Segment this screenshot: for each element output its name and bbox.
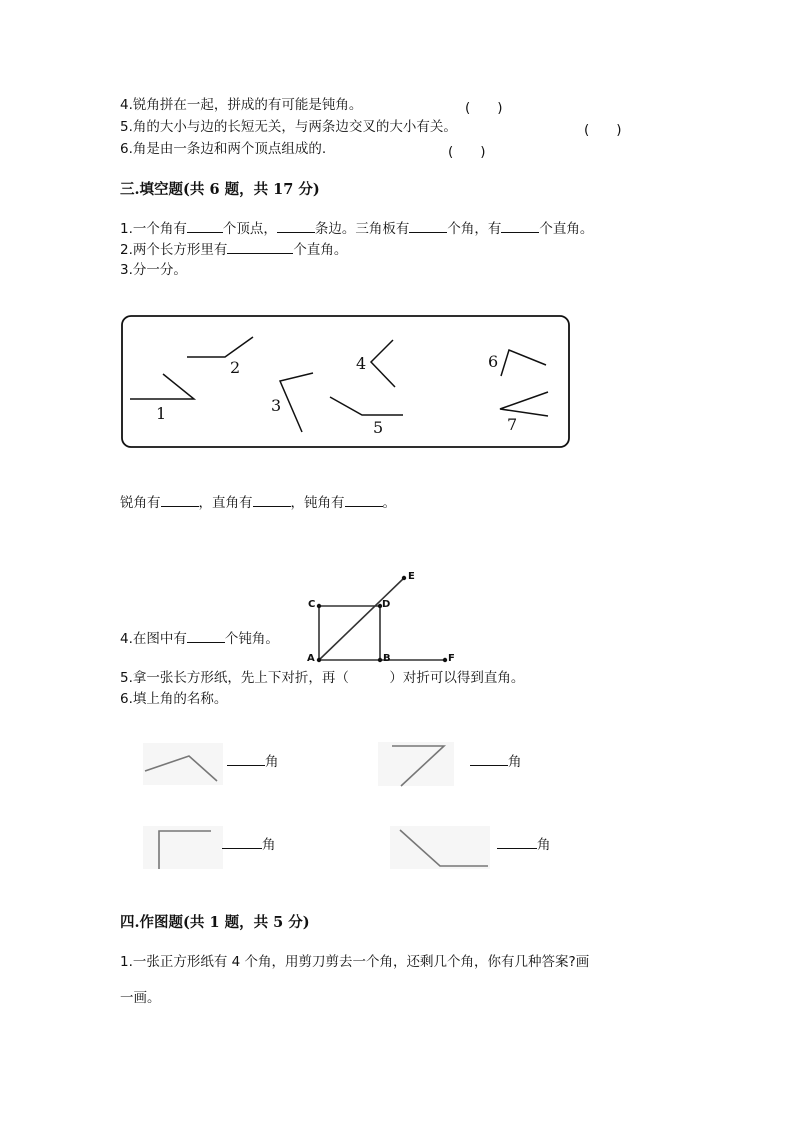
q1-prefix: 1.一个角有 xyxy=(120,221,187,237)
fill-question-3: 3.分一分。 xyxy=(120,262,187,278)
angle-label-6: 6 xyxy=(488,352,499,371)
q2-suffix: 个直角。 xyxy=(293,242,348,258)
answer-paren-4[interactable]: ( ) xyxy=(465,100,503,116)
fill-question-4 xyxy=(120,629,279,648)
point-a xyxy=(317,658,321,662)
obtuse-label: ，钝角有 xyxy=(290,495,345,511)
q1-mid1: 个顶点， xyxy=(222,221,277,237)
judge-question-4: 4.锐角拼在一起，拼成的有可能是钝角。 xyxy=(120,97,363,113)
acute-label: 锐角有 xyxy=(120,495,161,511)
blank-angle-name-2[interactable] xyxy=(470,752,508,766)
section-4-title: 四.作图题(共 1 题，共 5 分) xyxy=(120,914,310,931)
q4-prefix: 4.在图中有 xyxy=(120,631,187,647)
angle-name-3 xyxy=(222,833,276,853)
blank-obtuse-count[interactable] xyxy=(187,629,225,643)
judge-question-5: 5.角的大小与边的长短无关，与两条边交叉的大小有关。 xyxy=(120,119,457,135)
fill-question-6: 6.填上角的名称。 xyxy=(120,691,228,707)
blank-angle-name-1[interactable] xyxy=(227,752,265,766)
judge-question-6: 6.角是由一条边和两个顶点组成的. xyxy=(120,141,327,157)
angle-word-4: 角 xyxy=(537,837,551,853)
angle-word-2: 角 xyxy=(508,754,522,770)
angle-thumb-2 xyxy=(378,742,454,786)
q1-mid2: 条边。三角板有 xyxy=(314,221,410,237)
angle-label-1: 1 xyxy=(156,404,167,423)
answer-end: 。 xyxy=(382,495,396,511)
answer-paren-5[interactable]: ( ) xyxy=(584,122,622,138)
q2-prefix: 2.两个长方形里有 xyxy=(120,242,228,258)
label-c: C xyxy=(308,599,316,610)
point-c xyxy=(317,604,321,608)
angle-thumb-1 xyxy=(143,743,223,785)
answer-paren-6[interactable]: ( ) xyxy=(448,144,486,160)
label-d: D xyxy=(382,599,391,610)
angle-label-4: 4 xyxy=(356,354,367,373)
angle-thumb-3 xyxy=(143,826,223,869)
q1-mid3: 个角，有 xyxy=(447,221,502,237)
label-a: A xyxy=(307,653,315,664)
q1-suffix: 个直角。 xyxy=(539,221,594,237)
fill-question-5: 5.拿一张长方形纸，先上下对折，再（ ）对折可以得到直角。 xyxy=(120,670,525,686)
draw-question-1-line-1: 1.一张正方形纸有 4 个角，用剪刀剪去一个角，还剩几个角，你有几种答案?画 xyxy=(120,954,590,970)
q4-suffix: 个钝角。 xyxy=(224,631,279,647)
blank-angle-name-3[interactable] xyxy=(222,835,262,849)
label-e: E xyxy=(408,571,415,582)
angle-label-7: 7 xyxy=(507,415,518,434)
blank-angle-name-4[interactable] xyxy=(497,835,537,849)
label-b: B xyxy=(383,653,391,664)
point-e xyxy=(402,576,406,580)
point-b xyxy=(378,658,382,662)
angle-label-2: 2 xyxy=(230,358,241,377)
angle-thumb-4 xyxy=(390,826,490,869)
label-f: F xyxy=(448,653,455,664)
angle-name-4 xyxy=(497,833,551,853)
angle-word-1: 角 xyxy=(265,754,279,770)
angle-name-1 xyxy=(227,750,279,770)
section-3-title: 三.填空题(共 6 题，共 17 分) xyxy=(120,181,320,198)
point-f xyxy=(443,658,447,662)
draw-question-1-line-2: 一画。 xyxy=(120,990,161,1006)
angle-name-2 xyxy=(470,750,522,770)
angle-label-3: 3 xyxy=(271,396,282,415)
right-label: ，直角有 xyxy=(198,495,253,511)
angle-label-5: 5 xyxy=(373,418,384,437)
angle-word-3: 角 xyxy=(262,837,276,853)
